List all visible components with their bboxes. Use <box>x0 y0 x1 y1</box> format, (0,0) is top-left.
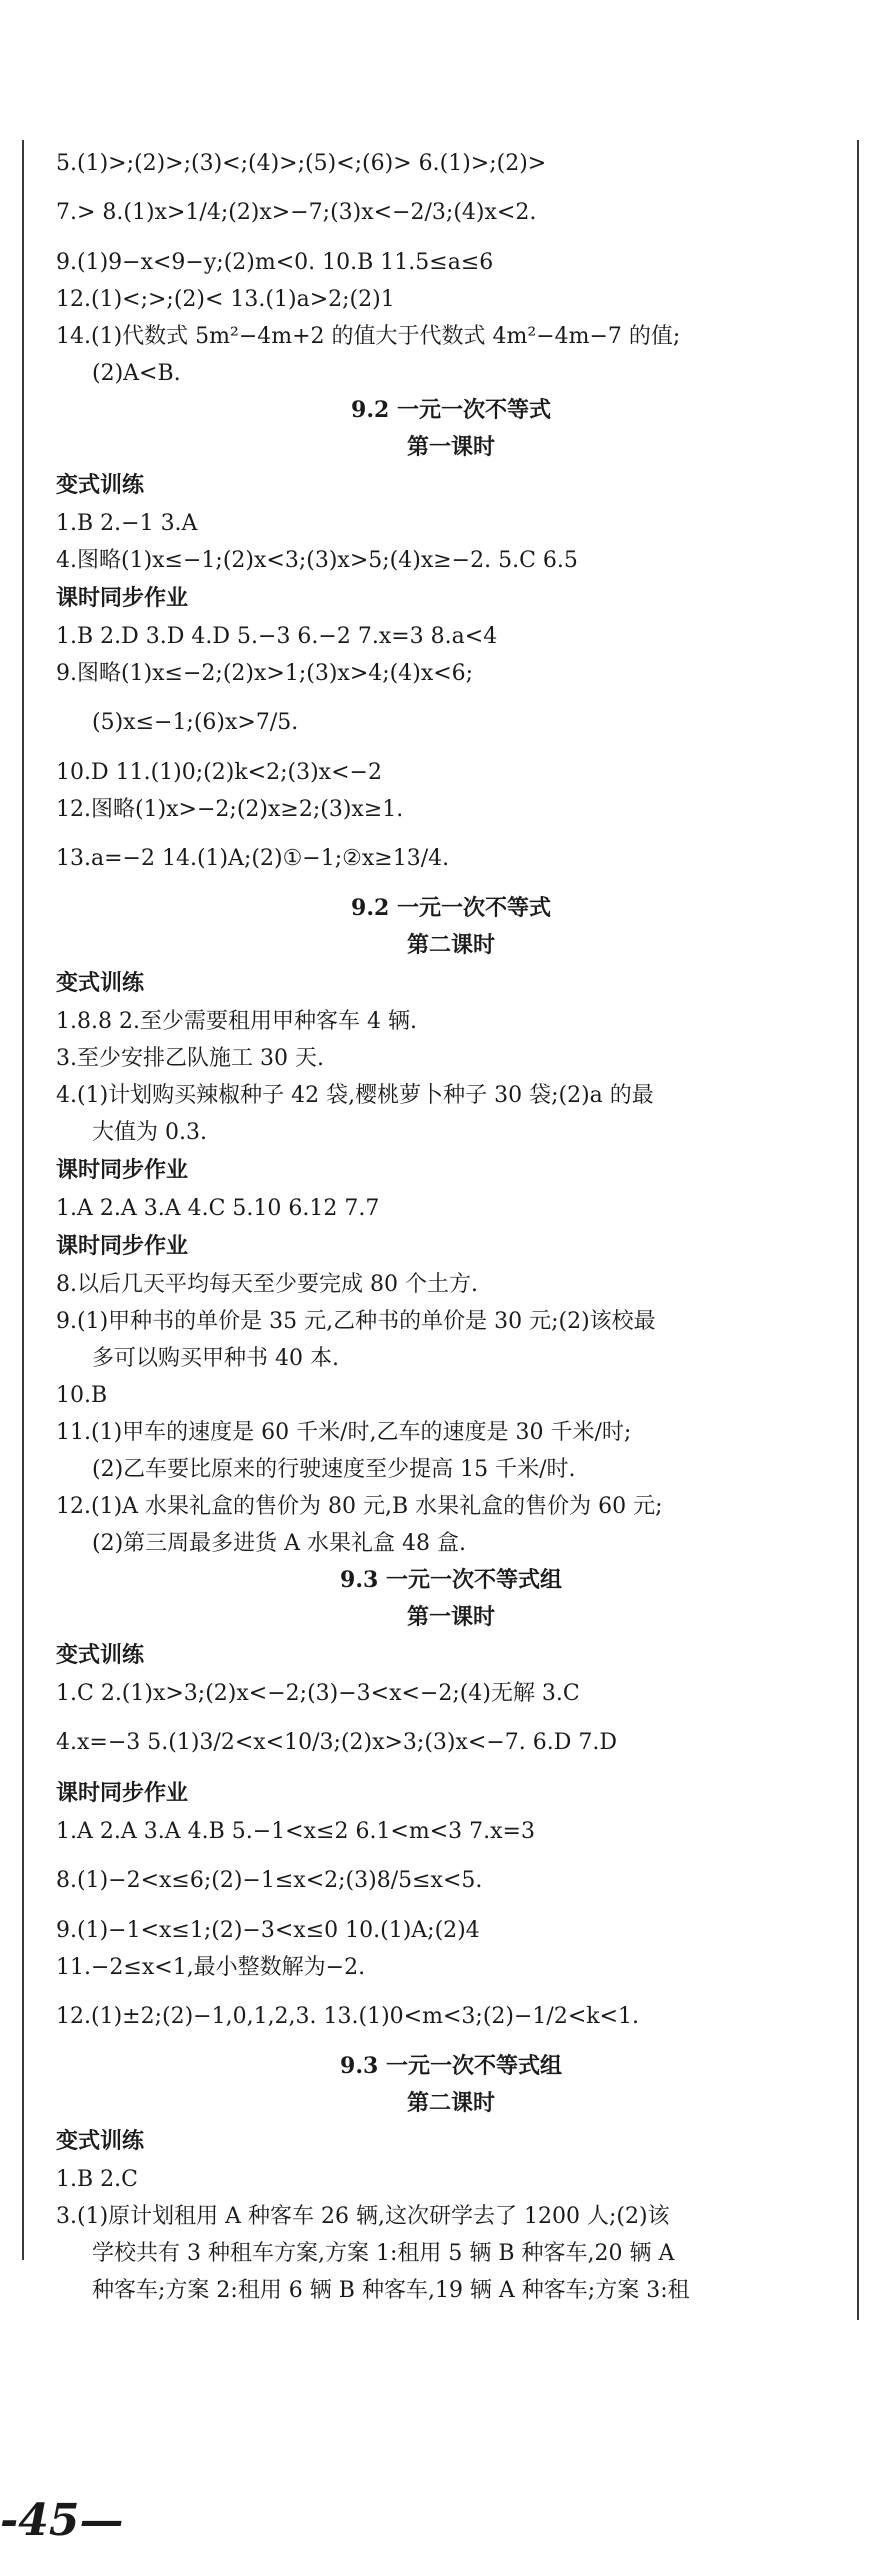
answer-line: 12.(1)A 水果礼盒的售价为 80 元,B 水果礼盒的售价为 60 元; <box>56 1494 663 1519</box>
answer-line: 12.(1)<;>;(2)< 13.(1)a>2;(2)1 <box>56 287 395 312</box>
answer-line: 1.A 2.A 3.A 4.C 5.10 6.12 7.7 <box>56 1196 380 1221</box>
section-subtitle: 第一课时 <box>406 1605 495 1630</box>
answer-line: 8.以后几天平均每天至少要完成 80 个土方. <box>56 1272 478 1297</box>
answer-line: (5)x≤−1;(6)x>7/5. <box>92 710 299 735</box>
section-subtitle: 第一课时 <box>406 435 495 460</box>
subsection-heading: 课时同步作业 <box>56 586 189 611</box>
subsection-heading: 课时同步作业 <box>56 1781 189 1806</box>
answer-line: 13.a=−2 14.(1)A;(2)①−1;②x≥13/4. <box>56 846 450 871</box>
answer-line: 11.(1)甲车的速度是 60 千米/时,乙车的速度是 30 千米/时; <box>56 1420 632 1445</box>
answer-line: 1.B 2.D 3.D 4.D 5.−3 6.−2 7.x=3 8.a<4 <box>56 624 498 649</box>
answer-line: 大值为 0.3. <box>92 1120 207 1145</box>
answer-line: 1.B 2.−1 3.A <box>56 511 198 536</box>
answer-line: 9.(1)9−x<9−y;(2)m<0. 10.B 11.5≤a≤6 <box>56 250 494 275</box>
answer-line: (2)A<B. <box>92 361 181 386</box>
section-subtitle: 第二课时 <box>406 933 495 958</box>
answer-line: (2)乙车要比原来的行驶速度至少提高 15 千米/时. <box>92 1457 576 1482</box>
answer-line: 12.图略(1)x>−2;(2)x≥2;(3)x≥1. <box>56 797 404 822</box>
answer-line: 3.至少安排乙队施工 30 天. <box>56 1046 324 1071</box>
answer-line: 7.> 8.(1)x>1/4;(2)x>−7;(3)x<−2/3;(4)x<2. <box>56 200 537 225</box>
answer-line: 1.C 2.(1)x>3;(2)x<−2;(3)−3<x<−2;(4)无解 3.C <box>56 1681 580 1706</box>
answer-line: 9.(1)甲种书的单价是 35 元,乙种书的单价是 30 元;(2)该校最 <box>56 1309 656 1334</box>
page-number: -45— <box>0 2495 124 2546</box>
answer-line: 1.A 2.A 3.A 4.B 5.−1<x≤2 6.1<m<3 7.x=3 <box>56 1819 535 1844</box>
answer-line: 11.−2≤x<1,最小整数解为−2. <box>56 1955 366 1980</box>
answer-line: 14.(1)代数式 5m²−4m+2 的值大于代数式 4m²−4m−7 的值; <box>56 324 681 349</box>
answer-line: 3.(1)原计划租用 A 种客车 26 辆,这次研学去了 1200 人;(2)该 <box>56 2204 670 2229</box>
answer-line: 5.(1)>;(2)>;(3)<;(4)>;(5)<;(6)> 6.(1)>;(2)> <box>56 151 547 176</box>
answer-line: 10.D 11.(1)0;(2)k<2;(3)x<−2 <box>56 760 382 785</box>
left-margin-rule <box>22 140 24 2260</box>
answer-content <box>56 145 846 2309</box>
section-subtitle: 第二课时 <box>406 2091 495 2116</box>
subsection-heading: 变式训练 <box>56 2129 145 2154</box>
answer-line: 种客车;方案 2:租用 6 辆 B 种客车,19 辆 A 种客车;方案 3:租 <box>92 2278 690 2303</box>
answer-line: 4.图略(1)x≤−1;(2)x<3;(3)x>5;(4)x≥−2. 5.C 6.5 <box>56 548 578 573</box>
section-title: 9.2 一元一次不等式 <box>351 895 551 921</box>
subsection-heading: 课时同步作业 <box>56 1234 189 1259</box>
section-title: 9.3 一元一次不等式组 <box>340 2053 562 2079</box>
answer-line: 4.(1)计划购买辣椒种子 42 袋,樱桃萝卜种子 30 袋;(2)a 的最 <box>56 1083 654 1108</box>
answer-line: 学校共有 3 种租车方案,方案 1:租用 5 辆 B 种客车,20 辆 A <box>92 2241 675 2266</box>
subsection-heading: 变式训练 <box>56 1643 145 1668</box>
answer-line: 9.图略(1)x≤−2;(2)x>1;(3)x>4;(4)x<6; <box>56 661 474 686</box>
section-title: 9.3 一元一次不等式组 <box>340 1567 562 1593</box>
answer-line: 12.(1)±2;(2)−1,0,1,2,3. 13.(1)0<m<3;(2)−1/2<k<1. <box>56 2004 640 2029</box>
subsection-heading: 课时同步作业 <box>56 1158 189 1183</box>
answer-line: (2)第三周最多进货 A 水果礼盒 48 盒. <box>92 1531 467 1556</box>
answer-line: 10.B <box>56 1383 108 1408</box>
answer-line: 8.(1)−2<x≤6;(2)−1≤x<2;(3)8/5≤x<5. <box>56 1868 483 1893</box>
answer-line: 多可以购买甲种书 40 本. <box>92 1346 339 1371</box>
answer-line: 1.8.8 2.至少需要租用甲种客车 4 辆. <box>56 1009 417 1034</box>
subsection-heading: 变式训练 <box>56 971 145 996</box>
right-margin-rule <box>857 140 859 2320</box>
section-title: 9.2 一元一次不等式 <box>351 397 551 423</box>
answer-line: 4.x=−3 5.(1)3/2<x<10/3;(2)x>3;(3)x<−7. 6.D 7.D <box>56 1730 617 1755</box>
subsection-heading: 变式训练 <box>56 473 145 498</box>
answer-line: 1.B 2.C <box>56 2167 138 2192</box>
answer-line: 9.(1)−1<x≤1;(2)−3<x≤0 10.(1)A;(2)4 <box>56 1918 480 1943</box>
